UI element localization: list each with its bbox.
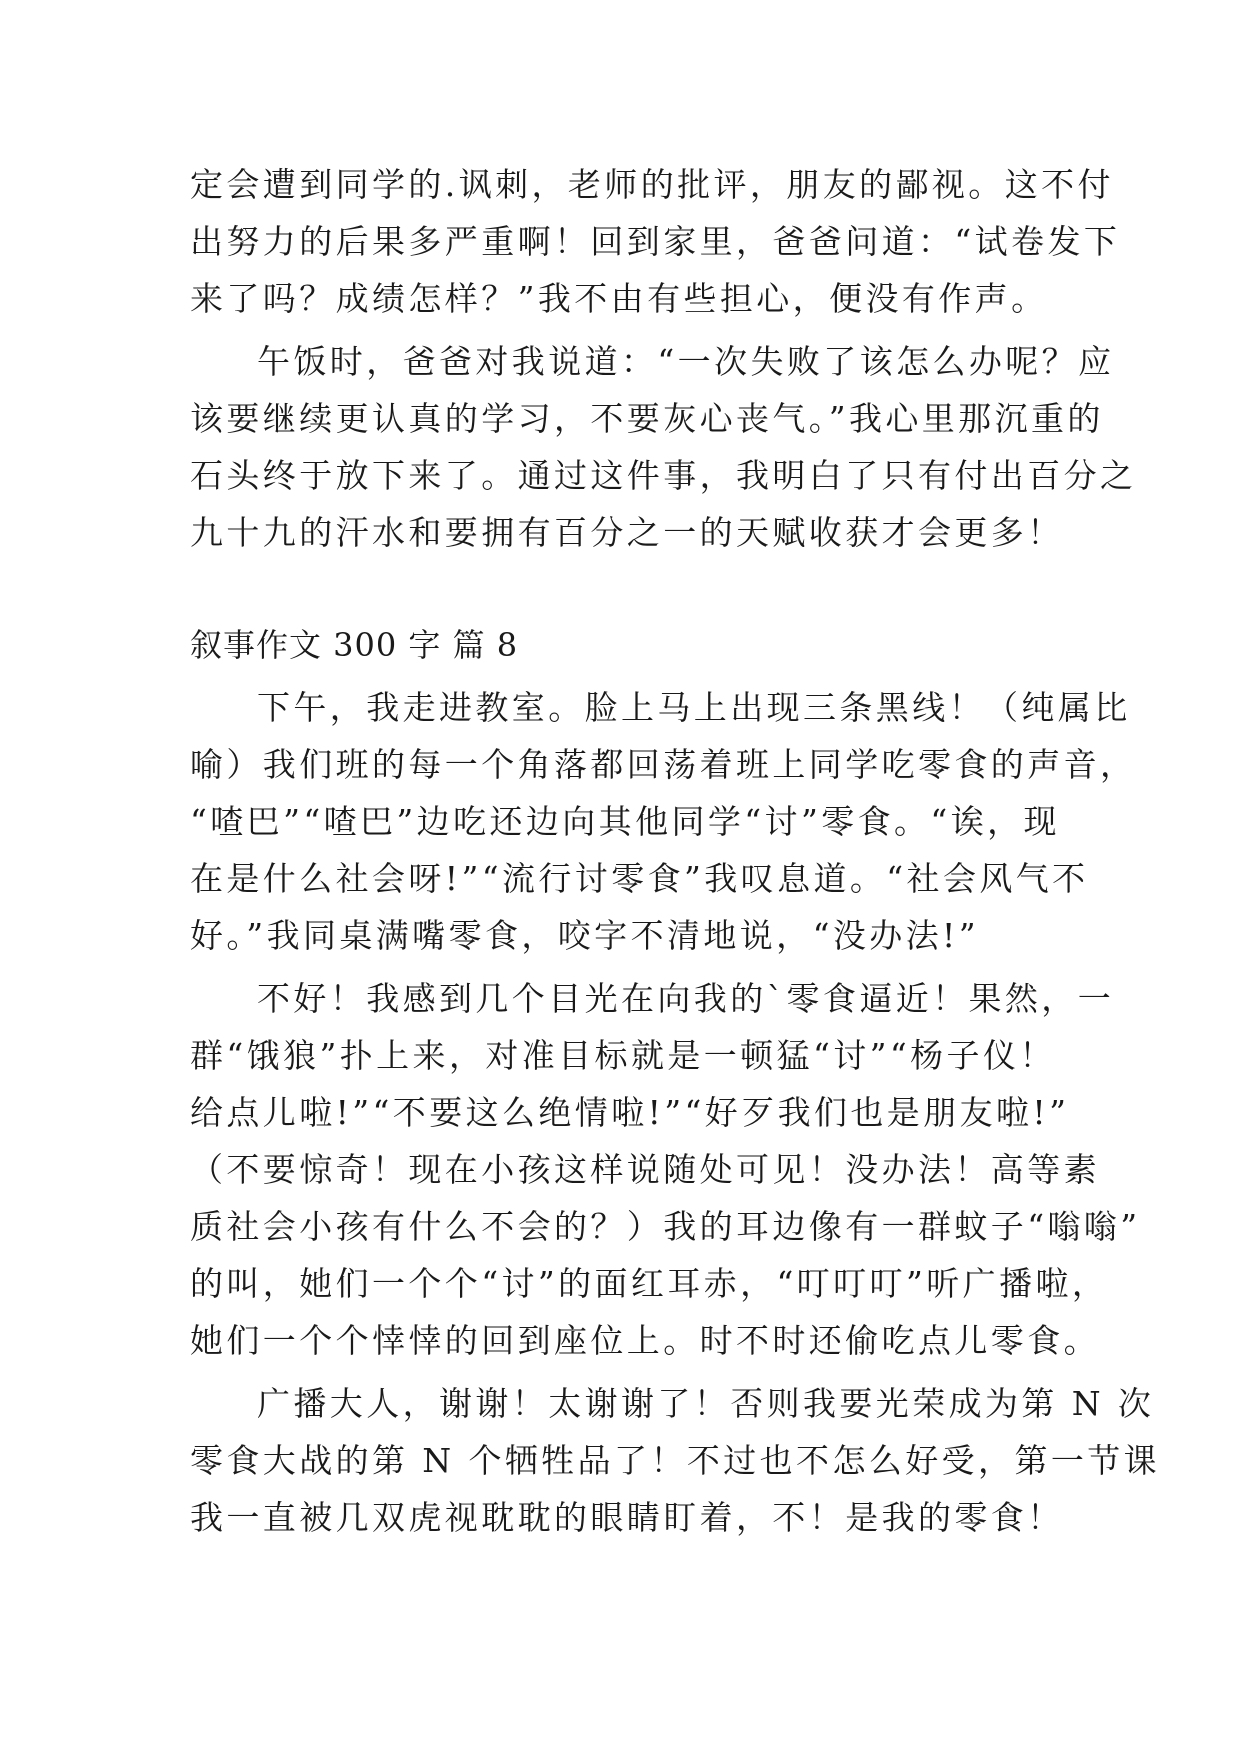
paragraph-line: 我一直被几双虎视耽耽的眼睛盯着，不！是我的零食！	[190, 1498, 1064, 1537]
paragraph-line: “喳巴”“喳巴”边吃还边向其他同学“讨”零食。“诶，现	[190, 802, 1060, 841]
paragraph-line: 喻）我们班的每一个角落都回荡着班上同学吃零食的声音，	[190, 745, 1137, 784]
paragraph-line: 出努力的后果多严重啊！回到家里，爸爸问道：“试卷发下	[190, 222, 1121, 261]
paragraph-line: 午饭时，爸爸对我说道：“一次失败了该怎么办呢？应	[257, 342, 1115, 381]
paragraph-line: 质社会小孩有什么不会的？）我的耳边像有一群蚊子“嗡嗡”	[190, 1207, 1141, 1246]
paragraph-line: 的叫，她们一个个“讨”的面红耳赤，“叮叮叮”听广播啦，	[190, 1264, 1109, 1303]
paragraph-line: 好。”我同桌满嘴零食，咬字不清地说，“没办法!”	[190, 916, 979, 955]
paragraph-line: 广播大人，谢谢！太谢谢了！否则我要光荣成为第 N 次	[257, 1384, 1155, 1423]
paragraph-line: 该要继续更认真的学习，不要灰心丧气。”我心里那沉重的	[190, 399, 1104, 438]
paragraph-line: （不要惊奇！现在小孩这样说随处可见！没办法！高等素	[190, 1150, 1100, 1189]
paragraph-line: 定会遭到同学的.讽刺，老师的批评，朋友的鄙视。这不付	[190, 165, 1114, 204]
paragraph-line: 来了吗？成绩怎样？”我不由有些担心，便没有作声。	[190, 279, 1048, 318]
paragraph-line: 石头终于放下来了。通过这件事，我明白了只有付出百分之	[190, 456, 1137, 495]
section-heading: 叙事作文 300 字 篇 8	[190, 626, 519, 664]
paragraph-line: 群“饿狼”扑上来，对准目标就是一顿猛“讨”“杨子仪！	[190, 1036, 1056, 1075]
paragraph-line: 九十九的汗水和要拥有百分之一的天赋收获才会更多！	[190, 513, 1064, 552]
paragraph-line: 给点儿啦!”“不要这么绝情啦!”“好歹我们也是朋友啦!”	[190, 1093, 1070, 1132]
paragraph-line: 零食大战的第 N 个牺牲品了！不过也不怎么好受，第一节课	[190, 1441, 1161, 1480]
paragraph-line: 下午，我走进教室。脸上马上出现三条黑线！（纯属比	[257, 688, 1131, 727]
paragraph-line: 她们一个个悻悻的回到座位上。时不时还偷吃点儿零食。	[190, 1321, 1100, 1360]
paragraph-line: 不好！我感到几个目光在向我的`零食逼近！果然，一	[257, 979, 1115, 1018]
paragraph-line: 在是什么社会呀!”“流行讨零食”我叹息道。“社会风气不	[190, 859, 1089, 898]
